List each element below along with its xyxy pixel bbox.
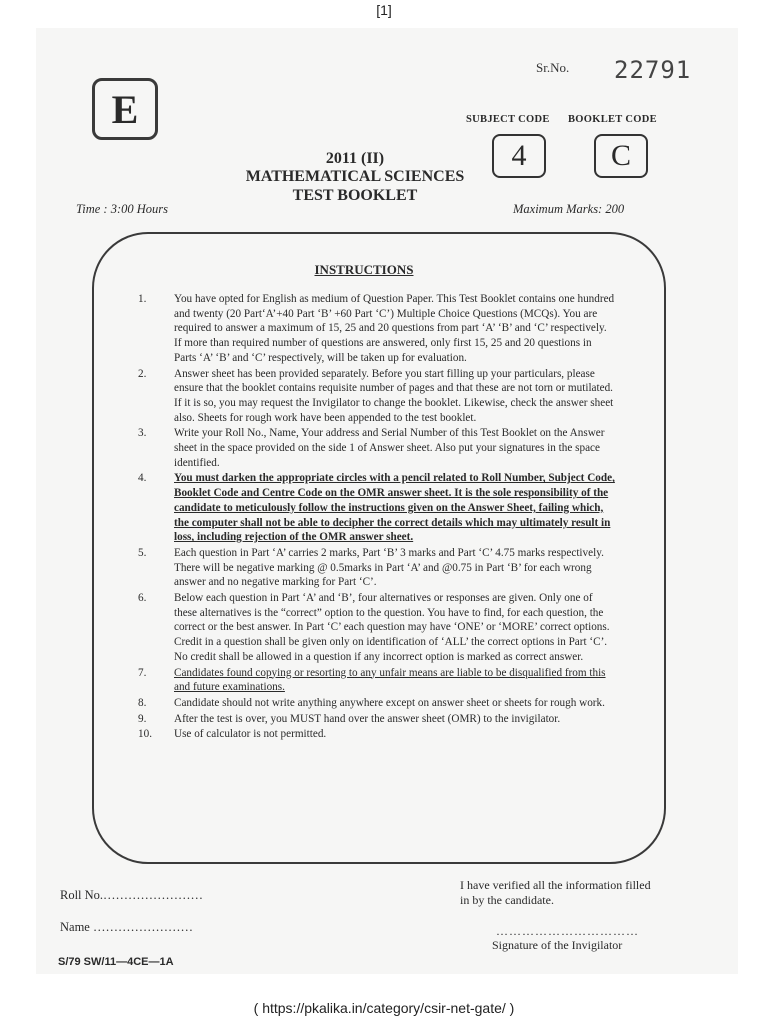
instruction-item-10	[138, 727, 616, 742]
instruction-text: You must darken the appropriate circles with a pencil related to Roll Number, Subject Code, Booklet Code and Centre Code on the OMR answer sheet. It is the sole responsibility of the candidate to meticulously follow the instructions given on the Answer Sheet, failing which, the computer shall not be able to decipher the correct details which may ultimately result in loss, including rejection of the OMR answer sheet.	[174, 472, 615, 544]
instruction-number: 6.	[138, 592, 147, 605]
instruction-item-8	[138, 696, 616, 711]
booklet-title: TEST BOOKLET	[292, 187, 418, 204]
instruction-item-9	[138, 712, 616, 727]
invigilator-signature-line: ……………………………	[496, 924, 639, 938]
exam-time: Time : 3:00 Hours	[76, 202, 169, 216]
subject-code-label: SUBJECT CODE	[466, 114, 550, 125]
instruction-text: You have opted for English as medium of Question Paper. This Test Booklet contains one hundred and twenty (20 Part‘A’+40 Part ‘B’ +60 Part ‘C’) Multiple Choice Questions (MCQs). You are required to answer a maximum of 15, 25 and 20 questions from part ‘A’ ‘B’ and ‘C’ respectively. If more than required number of questions are answered, only first 15, 25 and 20 questions in Parts ‘A’ ‘B’ and ‘C’ respectively, will be taken up for evaluation.	[174, 293, 615, 364]
instruction-item-4	[138, 471, 616, 545]
subject-code-box: 4	[492, 134, 546, 178]
instruction-number: 4.	[138, 472, 147, 485]
instruction-number: 3.	[138, 427, 147, 440]
instructions-heading: INSTRUCTIONS	[314, 262, 414, 277]
booklet-code-box: C	[594, 134, 648, 178]
instruction-item-1	[138, 292, 616, 366]
roll-no-field: Roll No.……………………	[60, 888, 204, 902]
instruction-number: 2.	[138, 367, 147, 380]
exam-year: 2011 (II)	[325, 150, 385, 167]
instruction-text: Use of calculator is not permitted.	[174, 728, 327, 741]
name-field: Name ……………………	[60, 920, 193, 934]
instruction-text: Candidates found copying or resorting to any unfair means are liable to be disqualified from this and future examinations.	[174, 666, 606, 694]
instruction-item-2	[138, 367, 616, 426]
invigilator-signature-label: Signature of the Invigilator	[492, 938, 623, 952]
instruction-number: 5.	[138, 546, 147, 559]
booklet-code-label: BOOKLET CODE	[568, 114, 657, 125]
instruction-text: Write your Roll No., Name, Your address and Serial Number of this Test Booklet on the Answer sheet in the space provided on the side 1 of Answer sheet. Also put your signatures in the space identified.	[174, 427, 605, 469]
verification-statement: I have verified all the information filled in by the candidate.	[460, 878, 651, 907]
instruction-item-6	[138, 591, 616, 665]
instruction-text: Below each question in Part ‘A’ and ‘B’, four alternatives or responses are given. Only one of these alternatives is the “correct” option to the question. You have to find, for each question, the correct or the best answer. In Part ‘C’ each question may have ‘ONE’ or ‘MORE’ correct options. Credit in a question shall be given only on identification of ‘ALL’ the correct options in Part ‘C’. No credit shall be allowed in a question if any incorrect option is marked as correct answer.	[174, 592, 610, 663]
exam-subject: MATHEMATICAL SCIENCES	[245, 168, 465, 185]
instruction-number: 10.	[138, 728, 152, 741]
instruction-number: 9.	[138, 712, 147, 725]
instruction-text: Candidate should not write anything anywhere except on answer sheet or sheets for rough work.	[174, 696, 605, 709]
instruction-number: 1.	[138, 293, 147, 305]
page-number: [1]	[376, 2, 392, 18]
maximum-marks: Maximum Marks: 200	[513, 202, 625, 216]
document-reference-code: S/79 SW/11—4CE—1A	[58, 956, 174, 968]
instruction-item-3	[138, 426, 616, 470]
serial-number-value: 22791	[614, 56, 692, 84]
instructions-list	[138, 292, 616, 742]
instruction-item-5	[138, 546, 616, 590]
source-url: ( https://pkalika.in/category/csir-net-gate/ )	[253, 1000, 515, 1016]
instruction-number: 7.	[138, 666, 147, 679]
instruction-text: Each question in Part ‘A’ carries 2 marks, Part ‘B’ 3 marks and Part ‘C’ 4.75 marks respectively. There will be negative marking @ 0.5marks in Part ‘A’ and @0.75 in Part ‘B’ for each wrong answer and no negative marking for Part ‘C’.	[174, 546, 604, 589]
instruction-text: After the test is over, you MUST hand over the answer sheet (OMR) to the invigilator.	[174, 712, 561, 725]
serial-number-label: Sr.No.	[536, 60, 570, 75]
instruction-text: Answer sheet has been provided separately. Before you start filling up your particulars, please ensure that the booklet contains requisite number of pages and that these are not torn or mutilated. If it is so, you may request the Invigilator to change the booklet. Likewise, check the answer sheet also. Sheets for rough work have been appended to the test booklet.	[174, 367, 614, 424]
set-letter-box: E	[92, 78, 158, 140]
instruction-number: 8.	[138, 696, 147, 709]
instruction-item-7	[138, 666, 616, 695]
